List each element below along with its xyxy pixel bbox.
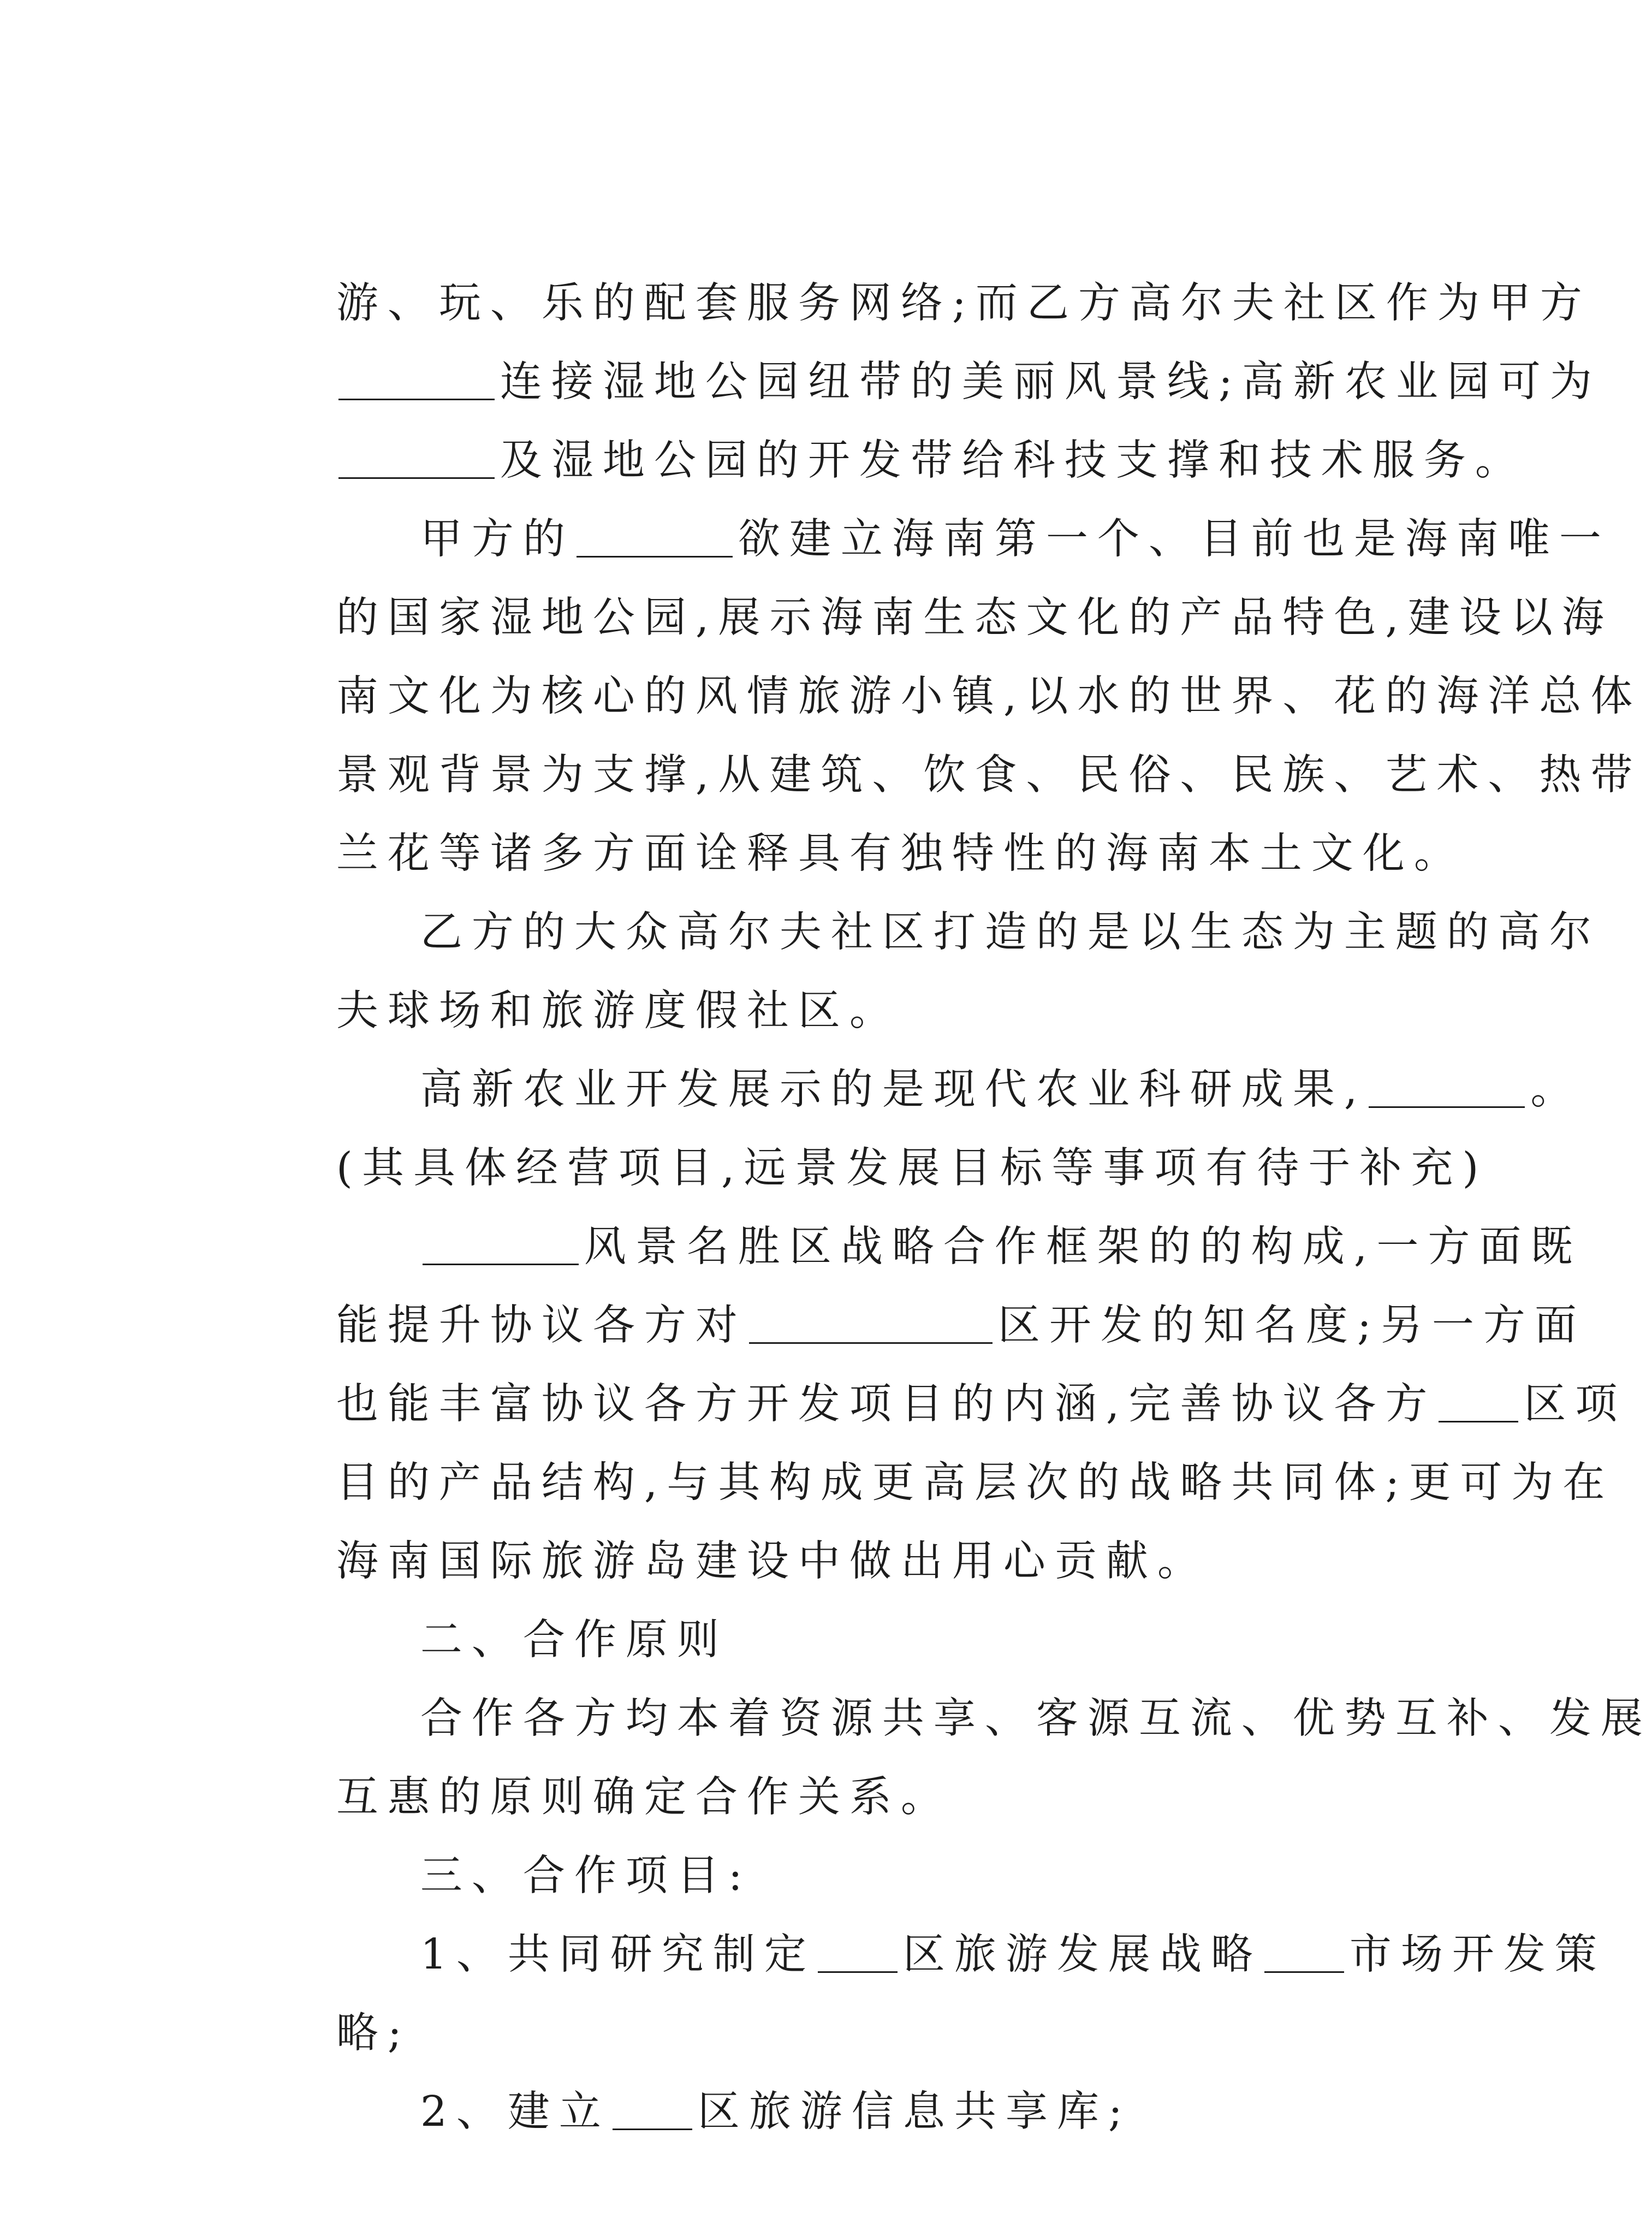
text-segment: 也能丰富协议各方开发项目的内涵,完善协议各方: [336, 1380, 1437, 1428]
paragraph-first-line: [330, 992, 1582, 1114]
text-segment: 及湿地公园的开发带给科技支撑和技术服务。: [500, 436, 1526, 485]
text-segment: 高新农业开发展示的是现代农业科研成果,: [420, 1065, 1367, 1114]
text-line: [246, 284, 1601, 406]
text-line: [246, 520, 1613, 642]
text-line: [246, 598, 1642, 721]
text-segment: 甲方的: [420, 515, 574, 564]
text-segment: 连接湿地公园纽带的美丽风景线;高新农业园可为: [500, 358, 1601, 406]
text-segment: 区项: [1524, 1380, 1627, 1428]
text-segment: 2、建立: [420, 2088, 610, 2136]
text-segment: 三、合作项目:: [420, 1852, 752, 1900]
text-line: [246, 677, 1642, 799]
list-item: [330, 2014, 1132, 2136]
text-segment: 欲建立海南第一个、目前也是海南唯一: [738, 515, 1611, 564]
section-heading: [330, 1778, 752, 1900]
text-segment: 目的产品结构,与其构成更高层次的战略共同体;更可为在: [336, 1459, 1614, 1507]
fill-in-blank: [1262, 1929, 1350, 1973]
text-line: [246, 1935, 411, 2058]
text-segment: 夫球场和旅游度假社区。: [336, 987, 901, 1035]
text-segment: (其具体经营项目,远景发展目标等事项有待于补充): [336, 1144, 1488, 1193]
text-segment: 区旅游发展战略: [902, 1930, 1262, 1979]
text-segment: 互惠的原则确定合作关系。: [336, 1773, 952, 1822]
text-line: [246, 1070, 1488, 1193]
paragraph-first-line: [330, 441, 1611, 564]
fill-in-blank: [816, 1929, 903, 1973]
text-line: [246, 1699, 952, 1822]
paragraph-first-line: [330, 1621, 1652, 1743]
text-segment: 二、合作原则: [420, 1616, 728, 1664]
text-segment: 景观背景为支撑,从建筑、饮食、民俗、民族、艺术、热带: [336, 751, 1642, 799]
text-segment: 海南国际旅游岛建设中做出用心贡献。: [336, 1537, 1209, 1586]
text-segment: 市场开发策: [1349, 1930, 1606, 1979]
text-line: [246, 1385, 1614, 1507]
text-segment: 的国家湿地公园,展示海南生态文化的产品特色,建设以海: [336, 594, 1613, 642]
list-item: [330, 1857, 1606, 1979]
fill-in-blank: [610, 2086, 698, 2130]
text-segment: 区旅游信息共享库;: [697, 2088, 1132, 2136]
text-line: [246, 363, 1526, 485]
text-line: [246, 756, 1465, 878]
text-line: [246, 205, 1591, 328]
text-line: [246, 1228, 1586, 1350]
section-heading: [330, 1542, 728, 1664]
text-segment: 1、共同研究制定: [420, 1930, 816, 1979]
text-segment: 风景名胜区战略合作框架的的构成,一方面既: [584, 1223, 1582, 1271]
text-segment: 兰花等诸多方面诠释具有独特性的海南本土文化。: [336, 829, 1465, 878]
text-segment: 能提升协议各方对: [336, 1301, 747, 1350]
text-line: [246, 1306, 1627, 1428]
paragraph-first-line: [330, 834, 1601, 957]
text-segment: 乙方的大众高尔夫社区打造的是以生态为主题的高尔: [420, 908, 1601, 957]
text-segment: 合作各方均本着资源共享、客源互流、优势互补、发展: [420, 1694, 1652, 1743]
text-segment: 游、玩、乐的配套服务网络;而乙方高尔夫社区作为甲方: [336, 279, 1591, 328]
text-segment: 。: [1530, 1065, 1582, 1114]
text-segment: 区开发的知名度;另一方面: [997, 1301, 1586, 1350]
paragraph-first-line: [330, 1149, 1582, 1271]
text-line: [246, 1463, 1209, 1586]
text-segment: 略;: [336, 2009, 411, 2058]
text-segment: 南文化为核心的风情旅游小镇,以水的世界、花的海洋总体: [336, 672, 1642, 721]
text-line: [246, 913, 901, 1035]
